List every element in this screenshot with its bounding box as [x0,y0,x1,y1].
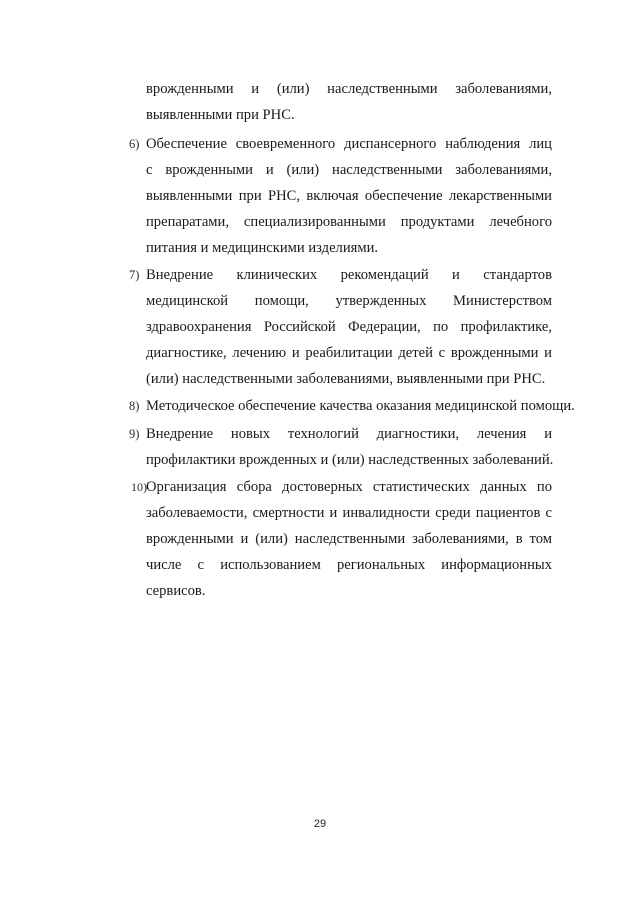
item-line: медицинской помощи, утвержденных Министерством [146,293,552,309]
item-number: 8) [129,399,140,413]
item-number: 7) [129,268,140,282]
item-line: заболеваемости, смертности и инвалидности среди пациентов с [146,505,552,521]
item-line: диагностике, лечению и реабилитации детей с врожденными и [146,345,552,361]
page-number: 29 [313,818,327,830]
item-line: числе с использованием региональных информационных [146,557,552,573]
item-line: здравоохранения Российской Федерации, по профилактике, [146,319,552,335]
intro-line: выявленными при РНС. [146,107,295,123]
item-line: профилактики врожденных и (или) наследственных заболеваний. [146,452,554,468]
intro-line: врожденными и (или) наследственными заболеваниями, [146,81,552,97]
item-line: выявленными при РНС, включая обеспечение лекарственными [146,188,552,204]
item-line: Внедрение новых технологий диагностики, лечения и [146,426,552,442]
item-line: препаратами, специализированными продуктами лечебного [146,214,552,230]
item-line: Организация сбора достоверных статистических данных по [146,479,552,495]
item-line: врожденными и (или) наследственными заболеваниями, в том [146,531,552,547]
item-line: Методическое обеспечение качества оказания медицинской помощи. [146,398,575,414]
item-line: (или) наследственными заболеваниями, выявленными при РНС. [146,371,546,387]
item-number: 9) [129,427,140,441]
item-line: сервисов. [146,583,206,599]
item-line: Внедрение клинических рекомендаций и стандартов [146,267,552,283]
item-line: с врожденными и (или) наследственными заболеваниями, [146,162,552,178]
item-line: Обеспечение своевременного диспансерного наблюдения лиц [146,136,552,152]
item-line: питания и медицинскими изделиями. [146,240,379,256]
item-number: 10) [131,480,147,494]
item-number: 6) [129,137,140,151]
